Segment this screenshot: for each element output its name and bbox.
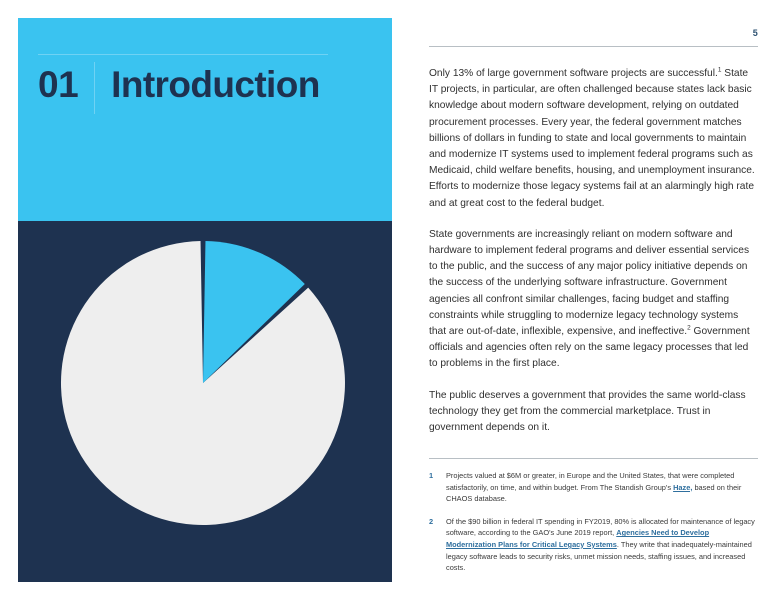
footnote-text — [446, 470, 758, 505]
footnote-text-after: . They write that inadequately-maintained legacy software leads to security risks, unmet mission needs, staffing issues, and increased costs. — [446, 539, 752, 573]
page-number: 5 — [752, 28, 758, 38]
footnote-marker: 2 — [429, 516, 434, 526]
footnote-marker: 1 — [429, 471, 434, 480]
footnote-link[interactable]: Agencies Need to Develop Modernization Plans for Critical Legacy Systems — [446, 528, 710, 549]
paragraph-1-text-b: State IT projects, in particular, are often challenged because states lack basic knowledge about modern software development, relying on outdated procurement processes. Every year, the federal government matches billions of dollars in funding to state and local governments to maintain and modernize IT systems used to implement federal programs such as Medicaid, child welfare benefits, housing, and unemployment insurance. Efforts to modernize those legacy systems fail at an alarmingly high rate and at great cost to the federal budget. — [429, 68, 755, 209]
chart-panel — [18, 221, 392, 582]
chapter-heading — [38, 62, 320, 114]
pie-chart — [58, 238, 348, 528]
left-panel — [18, 18, 392, 582]
chapter-header-band — [18, 18, 392, 221]
footnote-item — [429, 470, 758, 505]
paragraph-2-text-b: Government officials and agencies often rely on the same legacy processes that led to problems in the first place. — [429, 326, 750, 370]
paragraph-2 — [429, 227, 758, 373]
right-panel — [429, 0, 758, 600]
footnote-ref-1[interactable]: 1 — [717, 66, 722, 74]
body-copy — [429, 66, 758, 436]
footnote-text — [446, 516, 758, 574]
paragraph-1-text-a: Only 13% of large government software projects are successful. — [429, 68, 718, 79]
chapter-divider — [94, 62, 95, 114]
chapter-top-rule — [38, 54, 328, 55]
chapter-title: Introduction — [111, 64, 320, 105]
footnote-text-before: Projects valued at $6M or greater, in Europe and the United States, that were completed satisfactorily, on time, and within budget. From The Standish Group's — [446, 471, 735, 492]
paragraph-1 — [429, 66, 758, 212]
header-rule — [429, 46, 758, 47]
paragraph-2-text-a: State governments are increasingly reliant on modern software and hardware to implement federal programs and deliver essential services to the public, and the success of any major policy initiative depends on the success of the underlying software infrastructure. Government agencies all confront similar challenges, facing budget and staffing constraints while struggling to modernize legacy technology systems that are out-of-date, inflexible, expensive, and ineffective. — [429, 228, 750, 338]
footnote-item — [429, 516, 758, 574]
footnotes-section — [429, 458, 758, 574]
pie-chart-svg — [58, 238, 348, 528]
footnote-text-before: Of the $90 billion in federal IT spending in FY2019, 80% is allocated for maintenance of legacy software, according to the GAO's June 2019 report, — [446, 516, 755, 538]
footnote-text-after: based on their CHAOS database. — [446, 482, 742, 504]
chapter-number: 01 — [38, 64, 79, 105]
footnote-separator-rule — [429, 458, 758, 459]
footnote-ref-2[interactable]: 2 — [687, 324, 691, 332]
paragraph-3: The public deserves a government that provides the same world-class technology they get from the commercial marketplace. Trust in government depends on it. — [429, 389, 746, 434]
footnote-link[interactable]: Haze, — [673, 482, 693, 492]
